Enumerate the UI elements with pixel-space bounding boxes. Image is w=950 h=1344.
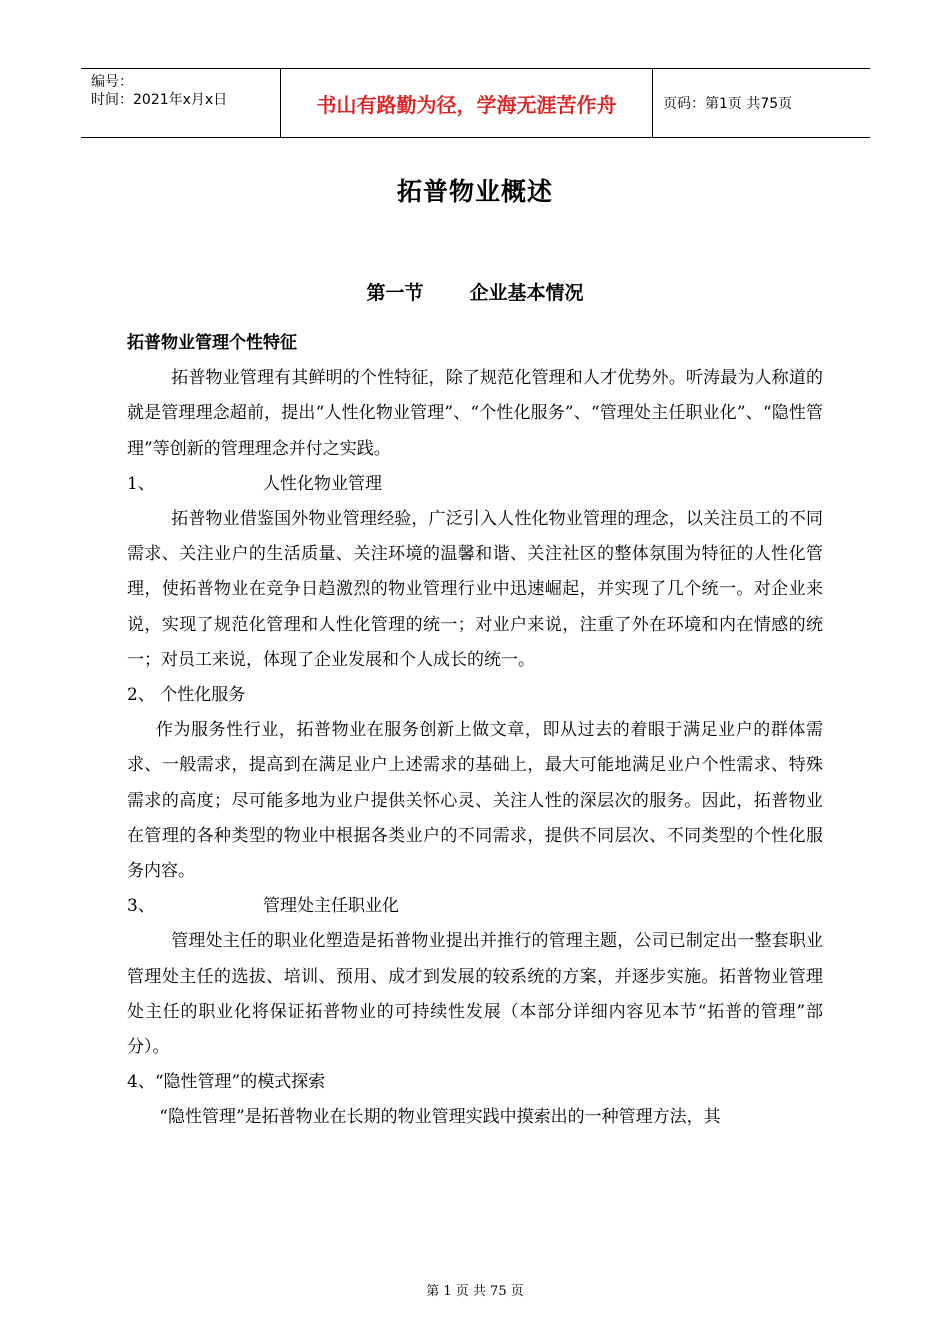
- header-meta: [81, 69, 281, 137]
- item1-number: 1、: [127, 473, 155, 494]
- header-motto: 书山有路勤为径，学海无涯苦作舟: [281, 69, 653, 137]
- item2-paragraph: 作为服务性行业，拓普物业在服务创新上做文章，即从过去的着眼于满足业户的群体需求、一般需求，提高到在满足业户上述需求的基础上，最大可能地满足业户个性需求、特殊需求的高度；尽可能多地为业户提供关怀心灵、关注人性的深层次的服务。因此，拓普物业在管理的各种类型的物业中根据各类业户的不同需求，提供不同层次、不同类型的个性化服务内容。: [127, 720, 823, 882]
- item3-paragraph: 管理处主任的职业化塑造是拓普物业提出并推行的管理主题，公司已制定出一整套职业管理处主任的选拔、培训、预用、成才到发展的较系统的方案，并逐步实施。拓普物业管理处主任的职业化将保证拓普物业的可持续性发展（本部分详细内容见本节“拓普的管理”部分）。: [127, 931, 823, 1058]
- page-footer: 第 1 页 共 75 页: [426, 1284, 524, 1299]
- item3-title: 管理处主任职业化: [263, 896, 399, 917]
- item2-heading: 2、 个性化服务: [127, 685, 246, 706]
- item1-heading: [127, 467, 823, 502]
- item3-heading: [127, 889, 823, 924]
- time-label: 时间：2021年x月x日: [91, 92, 228, 108]
- intro-paragraph: 拓普物业管理有其鲜明的个性特征，除了规范化管理和人才优势外。听涛最为人称道的就是管理理念超前，提出“人性化物业管理”、“个性化服务”、“管理处主任职业化”、“隐性管理”等创新的管理理念并付之实践。: [127, 368, 823, 459]
- document-body: [127, 326, 823, 1136]
- item4-heading: 4、“隐性管理”的模式探索: [127, 1072, 326, 1093]
- document-header: [81, 68, 870, 138]
- section-number: 第一节: [366, 282, 424, 304]
- item1-title: 人性化物业管理: [263, 473, 382, 494]
- item4-paragraph: “隐性管理”是拓普物业在长期的物业管理实践中摸索出的一种管理方法，其: [159, 1107, 721, 1128]
- subheading: 拓普物业管理个性特征: [127, 333, 297, 353]
- section-title: 企业基本情况: [469, 282, 584, 304]
- document-title: 拓普物业概述: [396, 177, 553, 206]
- header-page-info: 页码：第1页 共75页: [663, 96, 793, 112]
- section-heading: [0, 278, 950, 305]
- item3-number: 3、: [127, 896, 155, 917]
- item1-paragraph: 拓普物业借鉴国外物业管理经验，广泛引入人性化物业管理的理念，以关注员工的不同需求、关注业户的生活质量、关注环境的温馨和谐、关注社区的整体氛围为特征的人性化管理，使拓普物业在竞争日趋激烈的物业管理行业中迅速崛起，并实现了几个统一。对企业来说，实现了规范化管理和人性化管理的统一；对业户来说，注重了外在环境和内在情感的统一；对员工来说，体现了企业发展和个人成长的统一。: [127, 509, 823, 670]
- code-label: 编号：: [91, 74, 133, 90]
